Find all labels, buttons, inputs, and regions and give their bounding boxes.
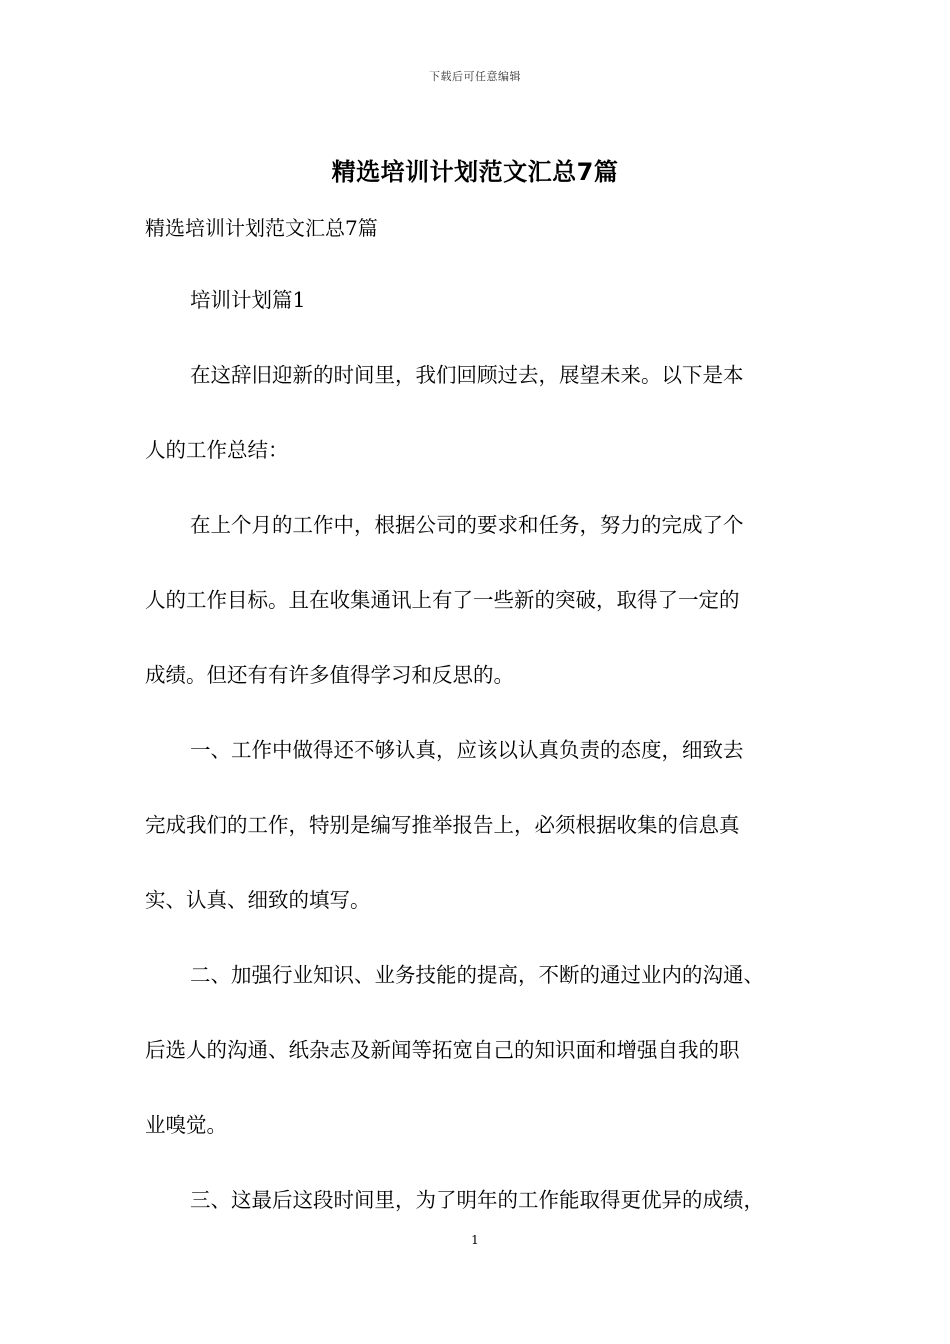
body-line: 在上个月的工作中，根据公司的要求和任务，努力的完成了个 <box>190 513 744 537</box>
header-note: 下载后可任意编辑 <box>429 70 521 83</box>
body-line: 三、这最后这段时间里，为了明年的工作能取得更优异的成绩， <box>190 1188 764 1212</box>
body-line: 在这辞旧迎新的时间里，我们回顾过去，展望未来。以下是本 <box>190 363 744 387</box>
body-line: 一、工作中做得还不够认真，应该以认真负责的态度，细致去 <box>190 738 744 762</box>
body-line: 完成我们的工作，特别是编写推举报告上，必须根据收集的信息真 <box>145 813 740 837</box>
body-line: 二、加强行业知识、业务技能的提高，不断的通过业内的沟通、 <box>190 963 764 987</box>
body-line: 业嗅觉。 <box>145 1113 227 1137</box>
body-line: 成绩。但还有有许多值得学习和反思的。 <box>145 663 514 687</box>
body-line: 人的工作目标。且在收集通讯上有了一些新的突破，取得了一定的 <box>145 588 740 612</box>
body-line: 后选人的沟通、纸杂志及新闻等拓宽自己的知识面和增强自我的职 <box>145 1038 740 1062</box>
page-number: 1 <box>471 1233 479 1247</box>
body-line: 实、认真、细致的填写。 <box>145 888 371 912</box>
section-heading: 培训计划篇1 <box>190 288 306 312</box>
document-subtitle: 精选培训计划范文汇总7篇 <box>145 216 378 240</box>
document-title: 精选培训计划范文汇总7篇 <box>331 158 619 186</box>
body-line: 人的工作总结： <box>145 438 289 462</box>
